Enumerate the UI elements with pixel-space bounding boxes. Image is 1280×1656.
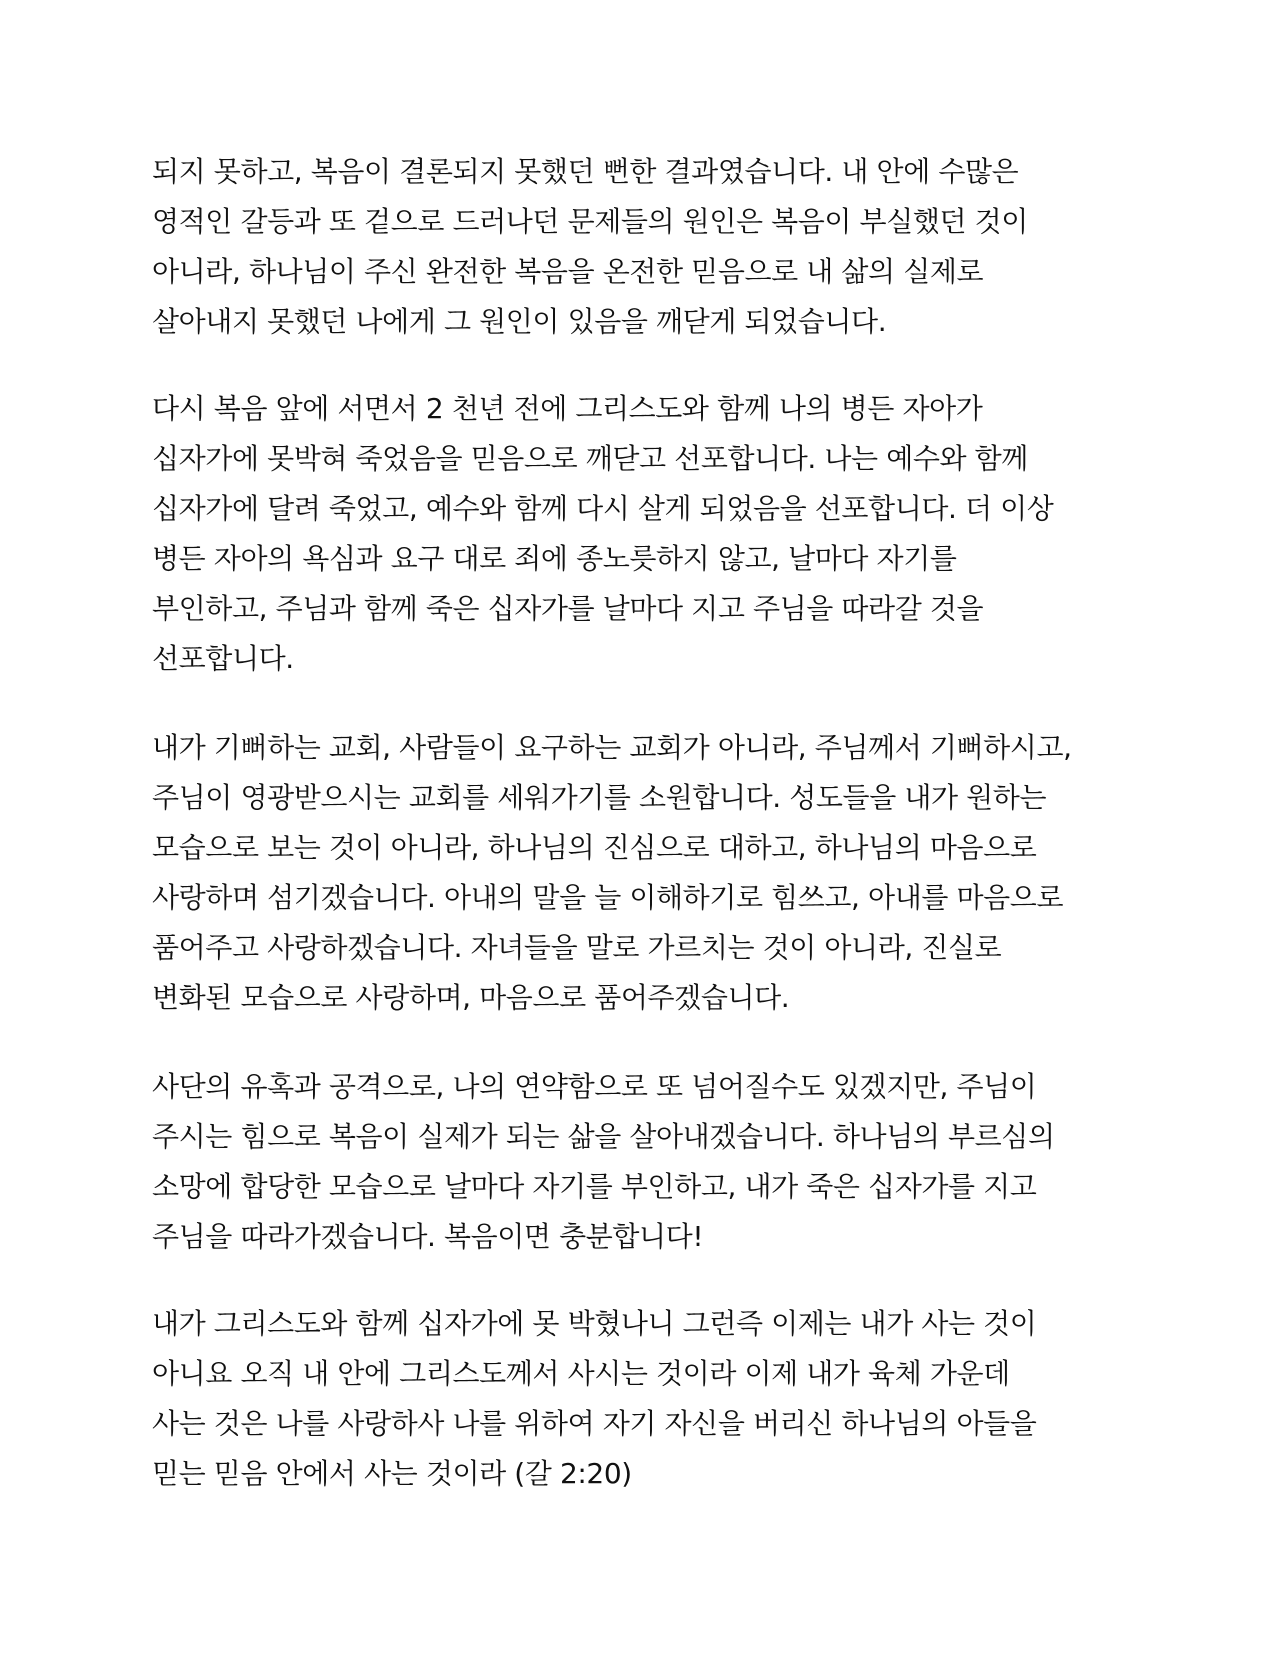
paragraph-1 <box>152 147 1028 347</box>
text-line: 아니요 오직 내 안에 그리스도께서 사시는 것이라 이제 내가 육체 가운데 <box>152 1357 1010 1390</box>
text-line: 아니라, 하나님이 주신 완전한 복음을 온전한 믿음으로 내 삶의 실제로 <box>152 255 984 288</box>
text-line: 품어주고 사랑하겠습니다. 자녀들을 말로 가르치는 것이 아니라, 진실로 <box>152 931 1002 964</box>
text-line: 주님을 따라가겠습니다. 복음이면 충분합니다! <box>152 1220 704 1253</box>
text-line: 모습으로 보는 것이 아니라, 하나님의 진심으로 대하고, 하나님의 마음으로 <box>152 831 1037 864</box>
text-line: 부인하고, 주님과 함께 죽은 십자가를 날마다 지고 주님을 따라갈 것을 <box>152 592 984 625</box>
text-line: 믿는 믿음 안에서 사는 것이라 (갈 2:20) <box>152 1457 632 1490</box>
text-line: 사단의 유혹과 공격으로, 나의 연약함으로 또 넘어질수도 있겠지만, 주님이 <box>152 1070 1037 1103</box>
text-line: 십자가에 달려 죽었고, 예수와 함께 다시 살게 되었음을 선포합니다. 더 이상 <box>152 492 1054 525</box>
paragraph-3 <box>152 723 1072 1023</box>
text-line: 영적인 갈등과 또 겉으로 드러나던 문제들의 원인은 복음이 부실했던 것이 <box>152 205 1028 238</box>
text-line: 되지 못하고, 복음이 결론되지 못했던 뻔한 결과였습니다. 내 안에 수많은 <box>152 155 1019 188</box>
text-line: 사는 것은 나를 사랑하사 나를 위하여 자기 자신을 버리신 하나님의 아들을 <box>152 1407 1037 1440</box>
text-line: 사랑하며 섬기겠습니다. 아내의 말을 늘 이해하기로 힘쓰고, 아내를 마음으로 <box>152 881 1064 914</box>
text-line: 선포합니다. <box>152 642 294 675</box>
text-line: 주시는 힘으로 복음이 실제가 되는 삶을 살아내겠습니다. 하나님의 부르심의 <box>152 1120 1055 1153</box>
text-line: 내가 기뻐하는 교회, 사람들이 요구하는 교회가 아니라, 주님께서 기뻐하시고, <box>152 731 1072 764</box>
text-line: 살아내지 못했던 나에게 그 원인이 있음을 깨닫게 되었습니다. <box>152 305 887 338</box>
paragraph-2 <box>152 384 1053 684</box>
text-line: 변화된 모습으로 사랑하며, 마음으로 품어주겠습니다. <box>152 981 790 1014</box>
paragraph-4 <box>152 1062 1055 1262</box>
text-line: 다시 복음 앞에 서면서 2 천년 전에 그리스도와 함께 나의 병든 자아가 <box>152 392 983 425</box>
text-line: 병든 자아의 욕심과 요구 대로 죄에 종노릇하지 않고, 날마다 자기를 <box>152 542 957 575</box>
text-line: 주님이 영광받으시는 교회를 세워가기를 소원합니다. 성도들을 내가 원하는 <box>152 781 1047 814</box>
text-line: 소망에 합당한 모습으로 날마다 자기를 부인하고, 내가 죽은 십자가를 지고 <box>152 1170 1037 1203</box>
text-line: 내가 그리스도와 함께 십자가에 못 박혔나니 그런즉 이제는 내가 사는 것이 <box>152 1307 1037 1340</box>
paragraph-5-scripture-quote <box>152 1299 1036 1499</box>
text-line: 십자가에 못박혀 죽었음을 믿음으로 깨닫고 선포합니다. 나는 예수와 함께 <box>152 442 1028 475</box>
